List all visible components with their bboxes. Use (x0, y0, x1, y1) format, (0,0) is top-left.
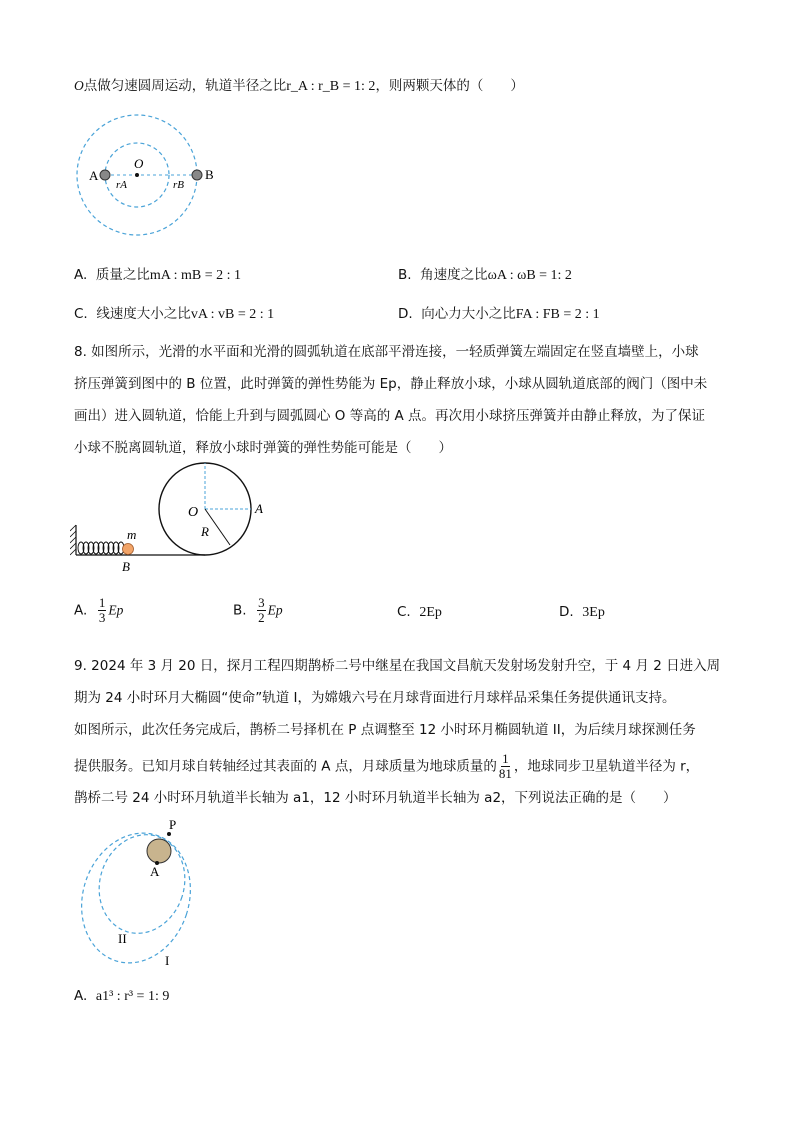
q9-line-1: 9. 2024 年 3 月 20 日，探月工程四期鹊桥二号中继星在我国文昌航天发射场发射升空，于 4 月 2 日进入周 (74, 658, 721, 674)
fraction: $\frac{3}{2}$ (258, 595, 265, 625)
q8-option-c[interactable] (397, 604, 442, 621)
q7-intro-text: 点做匀速圆周运动，轨道半径之比 (83, 78, 287, 94)
option-key: A. (74, 988, 88, 1004)
body-a (100, 170, 110, 180)
option-expr: mA : mB = 2 : 1 (149, 268, 242, 283)
option-expr: FA : FB = 2 : 1 (515, 307, 600, 322)
label-rb: rB (173, 179, 184, 191)
q7-option-a[interactable] (74, 263, 241, 284)
option-key: C. (397, 604, 411, 620)
q9-line-2: 期为 24 小时环月大椭圆“使命”轨道 I，为嫦娥六号在月球背面进行月球样品采集任务提供通讯支持。 (74, 690, 676, 706)
q9-ellipse-figure (72, 812, 212, 972)
q8-option-b[interactable] (233, 596, 283, 625)
option-text: 线速度大小之比 (96, 306, 191, 322)
q8-line-1: 8. 如图所示，光滑的水平面和光滑的圆弧轨道在底部平滑连接，一轻质弹簧左端固定在竖直墙壁上，小球 (74, 344, 699, 360)
q7-option-b[interactable] (398, 263, 572, 284)
label-b: B (205, 167, 214, 182)
q7-ratio: r_A : r_B = 1: 2 (286, 79, 376, 94)
q7-intro-suffix: ，则两颗天体的（ ） (375, 78, 524, 94)
label-ra: rA (116, 179, 127, 191)
q8-line-4: 小球不脱离圆轨道，释放小球时弹簧的弹性势能可能是（ ） (74, 440, 452, 456)
q7-option-d[interactable] (398, 302, 600, 323)
option-text: 向心力大小之比 (421, 306, 516, 322)
option-text: 质量之比 (95, 267, 150, 283)
orbit-i (72, 819, 207, 972)
label-i: I (165, 953, 170, 968)
option-key: D. (559, 604, 574, 620)
orbit-ii (87, 823, 198, 944)
option-expr: Ep (108, 602, 124, 618)
option-expr: 3Ep (582, 605, 605, 620)
moon (147, 839, 171, 863)
q8-line-2: 挤压弹簧到图中的 B 位置，此时弹簧的弹性势能为 Ep，静止释放小球，小球从圆轨道底部的阀门（图中未 (74, 376, 708, 392)
option-expr: Ep (267, 602, 283, 618)
center-point (135, 173, 139, 177)
q7-intro (74, 74, 524, 95)
option-text: 角速度之比 (420, 267, 488, 283)
label-a: A (150, 864, 160, 879)
option-expr: a1³ : r³ = 1: 9 (95, 989, 170, 1004)
point-p (167, 832, 171, 836)
q9-line-3: 如图所示，此次任务完成后，鹊桥二号择机在 P 点调整至 12 小时环月椭圆轨道 II，为后续月球探测任务 (74, 722, 696, 738)
label-r: R (201, 524, 209, 539)
wall-hatch (70, 525, 76, 555)
q8-option-d[interactable] (559, 604, 605, 621)
label-ii: II (118, 931, 127, 946)
q7-intro-o: O (74, 78, 84, 93)
option-expr: ωA : ωB = 1: 2 (487, 268, 572, 283)
label-o: O (134, 156, 144, 171)
fraction: $\frac{1}{3}$ (98, 595, 106, 625)
q8-option-a[interactable] (74, 596, 123, 625)
body-b (192, 170, 202, 180)
q9-option-a[interactable] (74, 988, 169, 1005)
q9-fraction: $\frac{1}{81}$ (498, 751, 512, 781)
q9-line-4-text: 提供服务。已知月球自转轴经过其表面的 A 点，月球质量为地球质量的 (74, 758, 497, 775)
label-m: m (127, 527, 137, 542)
option-key: A. (74, 602, 88, 619)
q7-orbit-figure (70, 110, 230, 245)
label-a: A (89, 168, 99, 183)
q8-track-figure (70, 455, 270, 577)
option-key: B. (398, 267, 412, 283)
option-key: D. (398, 306, 413, 322)
label-a: A (255, 501, 263, 516)
q9-line-5: 鹊桥二号 24 小时环月轨道半长轴为 a1，12 小时环月轨道半长轴为 a2，下列说法正确的是（ ） (74, 790, 677, 806)
q8-line-3: 画出）进入圆轨道，恰能上升到与圆弧圆心 O 等高的 A 点。再次用小球挤压弹簧并由静止释放，为了保证 (74, 408, 706, 424)
q9-line-4-tail: ，地球同步卫星轨道半径为 r， (513, 758, 700, 775)
ball (123, 544, 134, 555)
q9-line-4 (74, 752, 699, 781)
q7-option-c[interactable] (74, 302, 274, 323)
option-key: C. (74, 306, 88, 322)
label-b: B (122, 559, 130, 574)
option-expr: 2Ep (419, 605, 442, 620)
label-o: O (188, 505, 199, 520)
spring (78, 542, 124, 554)
label-p: P (169, 817, 177, 832)
option-key: A. (74, 267, 88, 283)
option-expr: vA : vB = 2 : 1 (190, 307, 275, 322)
option-key: B. (233, 602, 247, 619)
